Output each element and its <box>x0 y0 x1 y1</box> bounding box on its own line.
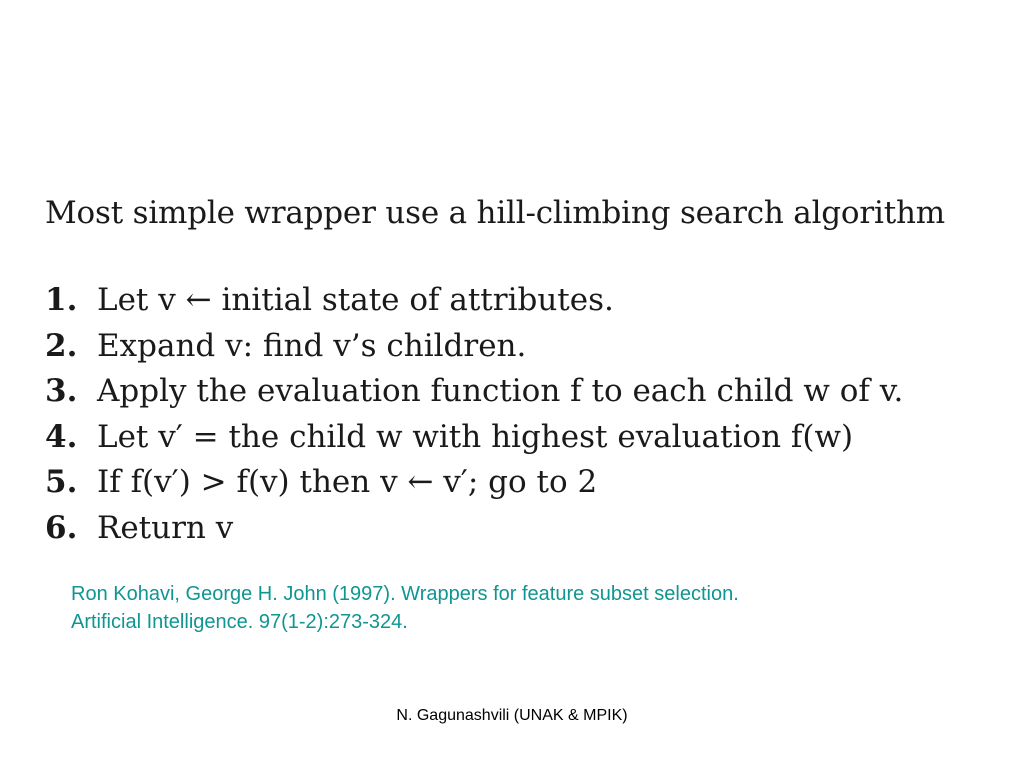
algorithm-step-2 <box>45 324 903 370</box>
slide-footer <box>0 706 1024 726</box>
step-text: Let v ← initial state of attributes. <box>97 282 614 318</box>
step-text: Let v′ = the child w with highest evaluation f(w) <box>97 418 854 455</box>
algorithm-step-4 <box>45 415 903 461</box>
step-number: 4. <box>45 418 78 455</box>
algorithm-step-1 <box>45 278 903 324</box>
citation-line-2: Artificial Intelligence. 97(1-2):273-324. <box>71 611 408 633</box>
step-number: 5. <box>45 464 78 500</box>
citation-line-1: Ron Kohavi, George H. John (1997). Wrappers for feature subset selection. <box>71 583 739 605</box>
algorithm-step-5 <box>45 460 903 506</box>
step-text: If f(v′) > f(v) then v ← v′; go to 2 <box>97 464 598 500</box>
step-text: Return v <box>97 509 234 546</box>
citation <box>71 580 739 636</box>
step-number: 6. <box>45 509 78 546</box>
algorithm-steps <box>45 278 903 551</box>
step-number: 2. <box>45 327 78 364</box>
step-number: 3. <box>45 373 78 409</box>
algorithm-step-3 <box>45 369 903 415</box>
step-text: Apply the evaluation function f to each child w of v. <box>97 373 904 409</box>
step-number: 1. <box>45 282 78 318</box>
algorithm-step-6 <box>45 506 903 552</box>
author-affiliation: N. Gagunashvili (UNAK & MPIK) <box>396 707 628 724</box>
slide-heading: Most simple wrapper use a hill-climbing search algorithm <box>45 195 945 231</box>
step-text: Expand v: find v’s children. <box>97 327 527 364</box>
